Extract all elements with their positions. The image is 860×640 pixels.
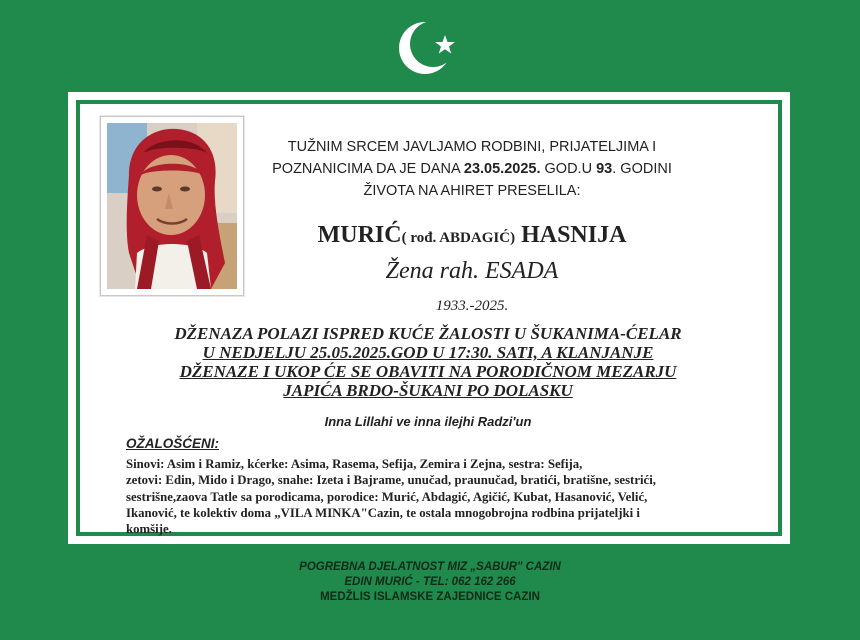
footer-line-2: EDIN MURIĆ - TEL: 062 162 266 xyxy=(344,576,516,588)
mourners-line-5: komšije. xyxy=(126,522,172,537)
first-name: HASNIJA xyxy=(515,222,627,248)
mourners-line-4: Ikanović, te kolektiv doma „VILA MINKA"Cazin, te ostala mnogobrojna rodbina prijateljki i xyxy=(126,505,640,520)
prayer-line: Inna Lillahi ve inna ilejhi Radzi'un xyxy=(324,414,532,429)
funeral-line-4: JAPIĆA BRDO-ŠUKANI PO DOLASKU xyxy=(283,381,573,400)
deceased-name xyxy=(262,222,682,249)
life-years: 1933.-2025. xyxy=(435,298,509,314)
footer-line-3: MEDŽLIS ISLAMSKE ZAJEDNICE CAZIN xyxy=(320,591,540,603)
death-date: 23.05.2025. xyxy=(463,161,541,177)
footer xyxy=(200,560,660,605)
intro-line-1: TUŽNIM SRCEM JAVLJAMO RODBINI, PRIJATELJIMA I xyxy=(287,139,657,155)
intro-line-2-a: POZNANICIMA DA JE DANA xyxy=(272,161,464,177)
mourners-list xyxy=(126,456,726,537)
maiden-name: ( rođ. ABDAGIĆ) xyxy=(401,230,516,246)
funeral-line-2: U NEDJELJU 25.05.2025.GOD U 17:30. SATI, A KLANJANJE xyxy=(202,343,654,362)
mourners-line-1: Sinovi: Asim i Ramiz, kćerke: Asima, Rasema, Sefija, Zemira i Zejna, sestra: Sefija, xyxy=(126,457,583,471)
intro-text xyxy=(262,136,682,202)
footer-line-1: POGREBNA DJELATNOST MIZ „SABUR" CAZIN xyxy=(299,561,561,573)
intro-line-2 xyxy=(262,158,682,180)
portrait-icon xyxy=(107,123,237,289)
surname: MURIĆ xyxy=(317,222,402,248)
funeral-line-1: DŽENAZA POLAZI ISPRED KUĆE ŽALOSTI U ŠUKANIMA-ĆELAR xyxy=(174,324,682,343)
age: 93 xyxy=(596,161,613,177)
funeral-line-3: DŽENAZE I UKOP ĆE SE OBAVITI NA PORODIČNOM MEZARJU xyxy=(179,362,677,381)
mourners-title: OŽALOŠĆENI: xyxy=(126,436,219,451)
intro-line-2-b: GOD.U xyxy=(540,161,597,177)
funeral-info xyxy=(118,324,738,400)
mourners-line-2: zetovi: Edin, Mido i Drago, snahe: Izeta i Bajrame, unučad, praunučad, bratići, bratišne, sestrići, xyxy=(126,473,656,488)
spouse-line: Žena rah. ESADA xyxy=(385,258,559,284)
intro-line-3: ŽIVOTA NA AHIRET PRESELILA: xyxy=(363,183,581,199)
mourners-line-3: sestrišne,zaova Tatle sa porodicama, porodice: Murić, Abdagić, Agičić, Kubat, Hasanović, Velić, xyxy=(126,489,648,504)
portrait-photo xyxy=(100,116,244,296)
crescent-star-icon xyxy=(398,18,460,78)
intro-line-2-c: . GODINI xyxy=(612,161,672,177)
